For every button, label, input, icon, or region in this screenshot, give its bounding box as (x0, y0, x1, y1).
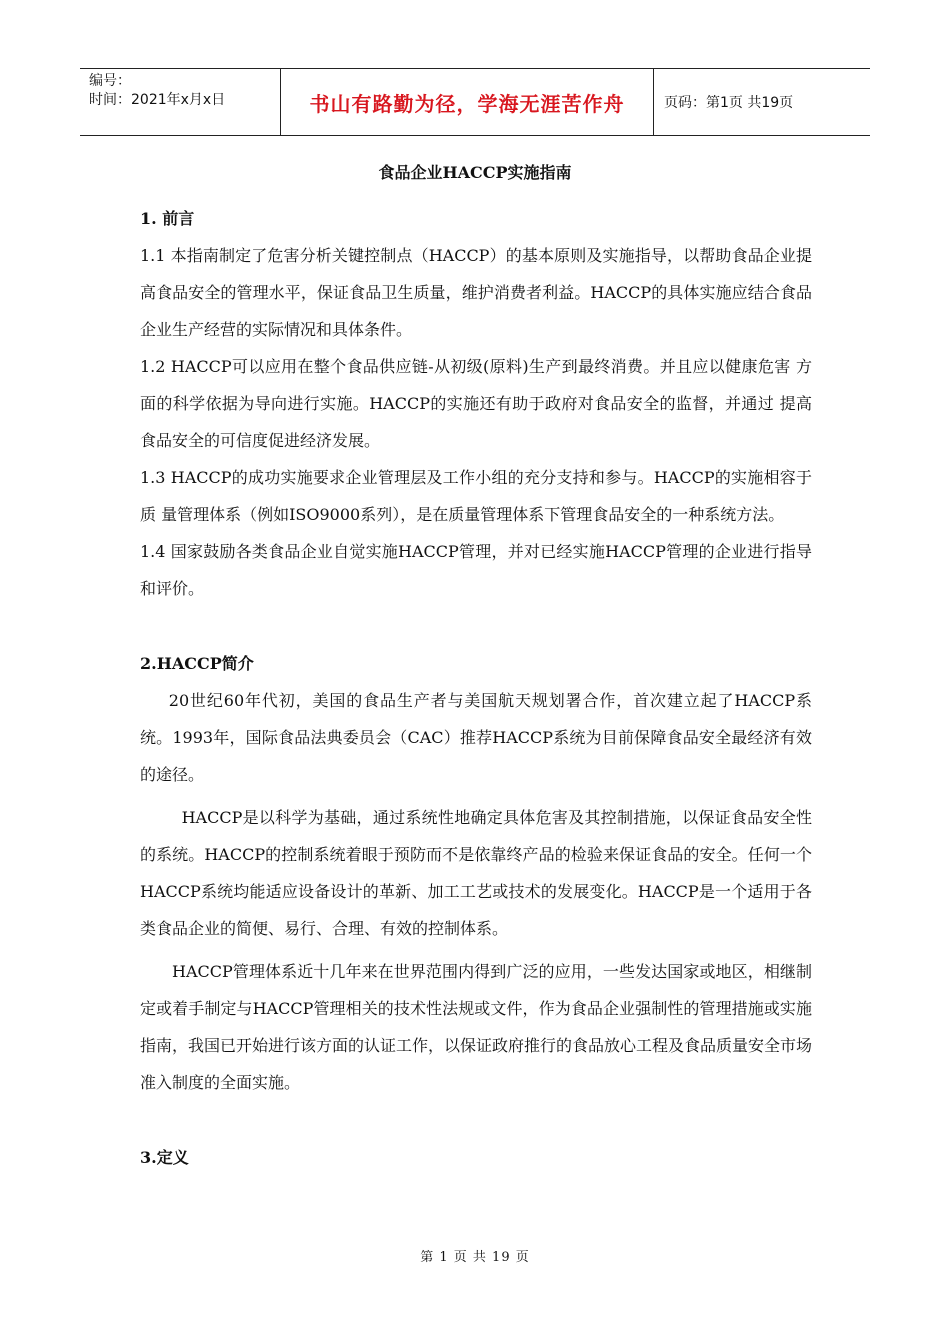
spacer (140, 607, 812, 645)
header-left-cell (80, 69, 280, 135)
motto: 书山有路勤为径，学海无涯苦作舟 (280, 69, 654, 135)
document-body (140, 200, 812, 1176)
document-title: 食品企业HACCP实施指南 (378, 163, 572, 182)
paragraph-2-1: 20世纪60年代初，美国的食品生产者与美国航天规划署合作，首次建立起了HACCP系统。1993年，国际食品法典委员会（CAC）推荐HACCP系统为目前保障食品安全最经济有效的途径。 (140, 691, 812, 784)
paragraph-1-1: 1.1 本指南制定了危害分析关键控制点（HACCP）的基本原则及实施指导，以帮助食品企业提高食品安全的管理水平，保证食品卫生质量，维护消费者利益。HACCP的具体实施应结合食品企业生产经营的实际情况和具体条件。 (140, 246, 812, 339)
page-info: 页码：第1页 共19页 (664, 95, 794, 111)
paragraph-2-3: HACCP管理体系近十几年来在世界范围内得到广泛的应用，一些发达国家或地区，相继制定或着手制定与HACCP管理相关的技术性法规或文件，作为食品企业强制性的管理措施或实施指南，我国已开始进行该方面的认证工作，以保证政府推行的食品放心工程及食品质量安全市场准入制度的全面实施。 (140, 962, 813, 1092)
section-3-heading: 3.定义 (140, 1148, 189, 1167)
date-label: 时间：2021年x月x日 (89, 92, 226, 108)
number-label: 编号： (89, 73, 131, 89)
section-2-heading: 2.HACCP简介 (140, 654, 254, 673)
header-table (80, 68, 870, 136)
paragraph-1-4: 1.4 国家鼓励各类食品企业自觉实施HACCP管理，并对已经实施HACCP管理的企业进行指导和评价。 (140, 542, 812, 598)
page-footer: 第 1 页 共 19 页 (420, 1250, 530, 1265)
paragraph-1-2: 1.2 HACCP可以应用在整个食品供应链-从初级(原料)生产到最终消费。并且应以健康危害 方面的科学依据为导向进行实施。HACCP的实施还有助于政府对食品安全的监督，并通过 提高食品安全的可信度促进经济发展。 (140, 357, 812, 450)
spacer (140, 1101, 812, 1139)
section-1-heading: 1. 前言 (140, 209, 195, 228)
paragraph-1-3: 1.3 HACCP的成功实施要求企业管理层及工作小组的充分支持和参与。HACCP的实施相容于质 量管理体系（例如ISO9000系列），是在质量管理体系下管理食品安全的一种系统方法。 (140, 468, 812, 524)
paragraph-2-2: HACCP是以科学为基础，通过系统性地确定具体危害及其控制措施，以保证食品安全性的系统。HACCP的控制系统着眼于预防而不是依靠终产品的检验来保证食品的安全。任何一个HACCP系统均能适应设备设计的革新、加工工艺或技术的发展变化。HACCP是一个适用于各类食品企业的简便、易行、合理、有效的控制体系。 (140, 808, 812, 938)
